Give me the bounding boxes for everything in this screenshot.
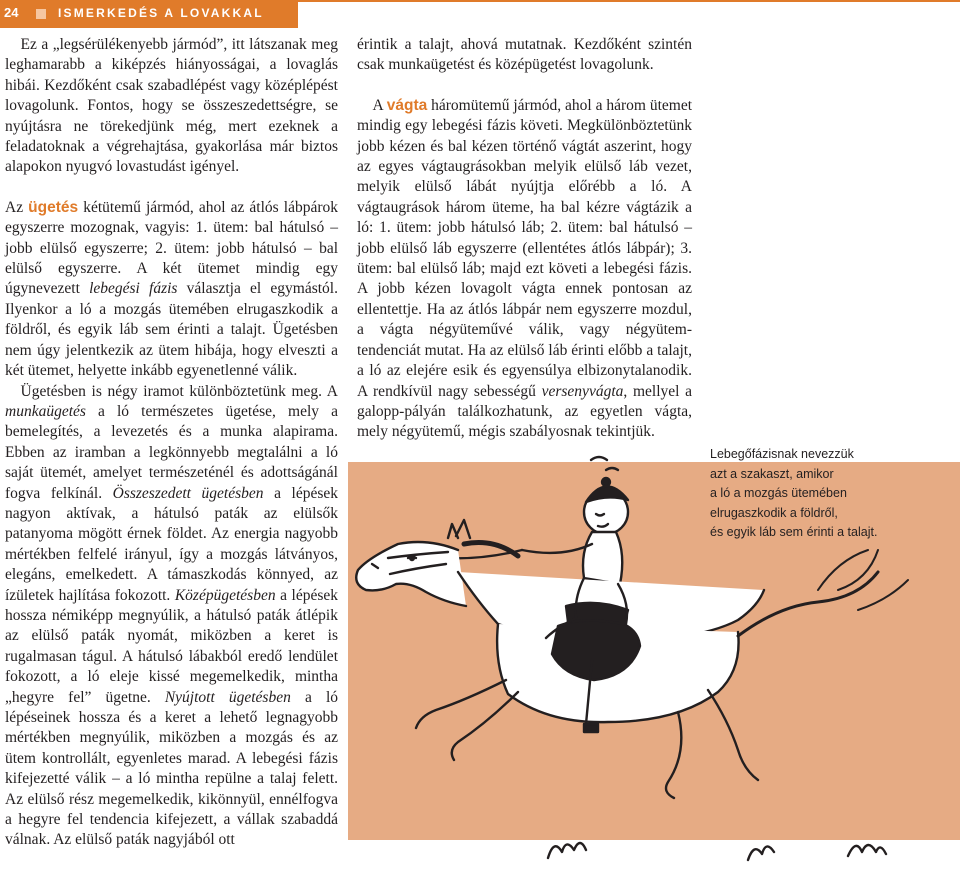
term-trot: ügetés [28,198,79,216]
paragraph-continuation: érintik a talajt, ahová mutatnak. Kezdőként szintén csak munkaügetést és középügetést lovagolunk. [357,36,692,74]
sidenote-line: azt a szakaszt, amikor [710,466,834,481]
term-canter: vágta [386,96,428,114]
paragraph-intro: Ez a „legsérülékenyebb jármód”, itt látszanak meg leghamarabb a kiképzés hiányosságai, a lovaglás hibái. Kezdőként csak szabadlépést vagy középlépést lovagolunk. Fontos, hogy se összeszedettségre, se nyújtásra ne törekedjünk még, mert ezeknek a feladatoknak a végrehajtása, gyakorlása már biztos alapokon nyugvó lovastudást igényel. [5,36,338,176]
sidenote-line: és egyik láb sem érinti a talajt. [710,525,878,539]
paragraph-trot: Az ügetés kétütemű jármód, ahol az átlós lábpárok egyszerre mozognak, vagyis: 1. ütem: bal hátulsó – jobb elülső egyszerre; 2. ütem: jobb hátulsó – bal elülső egyszerre. A két ütemet mindig egy úgynevezett lebegési fázis választja el egymástól. Ilyenkor a ló a mozgás ütemében elrugaszkodik a földről, és egyik láb sem érinti a talajt. Ügetésben nem úgy jelentkezik az ütem hibája, hogy elveszti a két ütemet, helyette inkább egyenetlenné válik. [5,198,338,380]
sidenote-line: a ló a mozgás ütemében [710,486,847,500]
paragraph-canter: A vágta háromütemű jármód, ahol a három ütemet mindig egy lebegési fázis követi. Megkülönböztetünk jobb kézen és bal kézen történő vágtát aszerint, hogy az egyes vágtaugrásokban melyik elülső láb vezet, melyik elülső lábát nyújtja előrébb a ló. A vágtaugrások három üteme, ha bal kézre vágtázik a ló: 1. ütem: jobb hátulsó láb; 2. ütem: bal hátulsó – jobb elülső láb egyszerre (ellentétes átlós lábpár); 3. ütem: bal elülső láb; majd ezt követi a lebegési fázis. A jobb kézen lovagolt vágta ennek pontosan az ellentettje. Ha az átlós lábpár nem egyszerre mozdul, a vágta négyüteművé válik, vagy négyütem-tendenciát mutat. Ha az elülső láb érinti előbb a talajt, a ló az elejére esik és egyensúlya elbizonytalanodik. A rendkívül nagy sebességű versenyvágta, mellyel a galopp-pályán találkozhatunk, az egyetlen vágta, mely négyütemű, mégis szabályosnak tekintjük. [357,96,692,441]
header-bar [0,0,298,28]
term-suspension-phase: lebegési fázis [89,280,178,298]
sidenote-line: elrugaszkodik a földről, [710,505,838,520]
right-text-column [357,35,692,443]
sidenote-line: Lebegőfázisnak nevezzük [710,447,854,461]
header-rule [298,0,960,2]
page-number: 24 [4,5,19,20]
horse-rider-cartoon-icon [348,440,960,878]
paragraph-trot-types: Ügetésben is négy iramot különböztetünk meg. A munkaügetés a ló természetes ügetése, mely a bemelegítés, a levezetés és a munka alapirama. Ebben az iramban a legkönnyebb megtalálni a ló saját ütemét, amelyet természeténél és adottságánál fogva felkínál. Összeszedett ügetésben a lépések nagyon aktívak, a hátulsó paták az elülsők patanyoma mögött érnek földet. Az energia nagyobb mértékben felfelé irányul, így a mozgás látványos, elegáns, emelkedett. A támaszkodás könnyed, az ízületek hajlítása fokozott. Középügetésben a lépések hossza némiképp megnyúlik, a hátulsó paták átlépik az elülső paták nyomát, miközben a keret is rugalmasan tágul. A hátulsó lábakból eredő lendület fokozott, a ló eleje kissé megemelkedik, mintha „hegyre fel” ügetne. Nyújtott ügetésben a ló lépéseinek hossza és a keret a lehető legnagyobb mértékben megnyúlik, miközben a mozgás és az ütem kontrollált, egyenletes marad. A lebegési fázis kifejezetté válik – a ló mintha repülne a talaj felett. Az elülső rész megemelkedik, kikönnyül, ennélfogva a hegyre fel tendencia kifejezett, a vállak szabaddá válnak. Az elülső paták nagyjából ott [5,382,339,849]
header-square-icon [36,9,46,19]
term-race-gallop: versenyvágta [541,382,624,400]
section-title: ISMERKEDÉS A LOVAKKAL [58,6,264,20]
left-text-column [5,35,338,851]
